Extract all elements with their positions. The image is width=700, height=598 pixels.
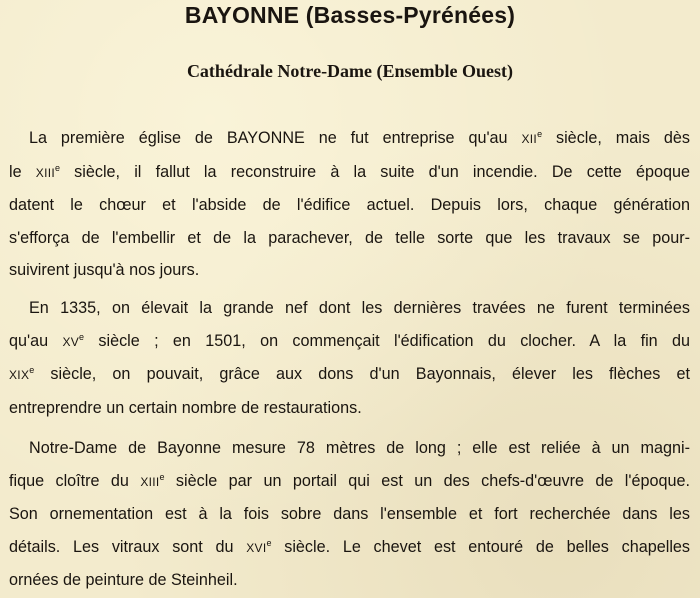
text-line bbox=[9, 292, 690, 325]
text-line bbox=[9, 392, 690, 425]
text-run: La première église de BAYONNE ne fut entreprise qu'au bbox=[29, 129, 522, 147]
ordinal-superscript: e bbox=[537, 129, 543, 139]
text-run: siècle, on pouvait, grâce aux dons d'un Bayonnais, élever les flèches et bbox=[34, 365, 690, 384]
text-run: siècle, il fallut la reconstruire à la suite d'un incendie. De cette époque bbox=[60, 162, 690, 181]
ordinal-superscript: e bbox=[29, 365, 35, 376]
text-run: siècle. Le chevet est entouré de belles chapelles bbox=[271, 537, 691, 556]
text-line bbox=[9, 254, 690, 287]
text-run: suivirent jusqu'à nos jours. bbox=[9, 261, 200, 280]
text-run: s'efforça de l'embellir et de la parachever, de telle sorte que les travaux se pour- bbox=[9, 228, 690, 247]
text-run: En 1335, on élevait la grande nef dont les dernières travées ne furent terminées bbox=[29, 299, 690, 317]
text-line bbox=[9, 531, 690, 565]
page-subtitle: Cathédrale Notre-Dame (Ensemble Ouest) bbox=[186, 61, 514, 81]
text-run: Son ornementation est à la fois sobre dans l'ensemble et fort recherchée dans les bbox=[9, 505, 690, 524]
century-numeral: XIII bbox=[35, 165, 55, 180]
text-run: Notre-Dame de Bayonne mesure 78 mètres de long ; elle est reliée à un magni- bbox=[29, 439, 690, 457]
text-run: entreprendre un certain nombre de restaurations. bbox=[9, 398, 362, 417]
text-line bbox=[9, 564, 690, 597]
text-line bbox=[9, 325, 690, 359]
text-run: ornées de peinture de Steinheil. bbox=[9, 571, 238, 590]
text-line bbox=[9, 222, 690, 255]
century-numeral: XVI bbox=[246, 540, 267, 555]
text-line bbox=[9, 122, 690, 156]
ordinal-superscript: e bbox=[159, 471, 165, 482]
page-title: BAYONNE (Basses-Pyrénées) bbox=[184, 2, 516, 28]
paragraph-1 bbox=[9, 122, 690, 287]
text-run: fique cloître du bbox=[9, 471, 141, 490]
century-numeral: XII bbox=[521, 132, 538, 146]
text-run: siècle par un portail qui est un des chefs-d'œuvre de l'époque. bbox=[164, 471, 690, 490]
century-numeral: XV bbox=[62, 334, 80, 349]
text-run: datent le chœur et l'abside de l'édifice actuel. Depuis lors, chaque génération bbox=[9, 196, 690, 215]
ordinal-superscript: e bbox=[266, 537, 272, 548]
century-numeral: XIX bbox=[9, 368, 30, 383]
ordinal-superscript: e bbox=[79, 331, 85, 342]
text-run: détails. Les vitraux sont du bbox=[9, 537, 247, 556]
century-numeral: XIII bbox=[140, 474, 160, 489]
paragraph-2 bbox=[9, 292, 690, 424]
text-line bbox=[9, 432, 690, 465]
text-run: le bbox=[9, 162, 36, 181]
ordinal-superscript: e bbox=[54, 162, 60, 173]
text-run: siècle ; en 1501, on commençait l'édification du clocher. A la fin du bbox=[84, 331, 690, 350]
text-line bbox=[9, 498, 690, 531]
text-line bbox=[9, 156, 690, 190]
text-line bbox=[9, 189, 690, 222]
text-run: siècle, mais dès bbox=[542, 129, 690, 147]
text-line bbox=[9, 465, 690, 499]
paragraph-3 bbox=[9, 432, 690, 597]
text-run: qu'au bbox=[9, 331, 63, 350]
text-line bbox=[9, 358, 690, 392]
